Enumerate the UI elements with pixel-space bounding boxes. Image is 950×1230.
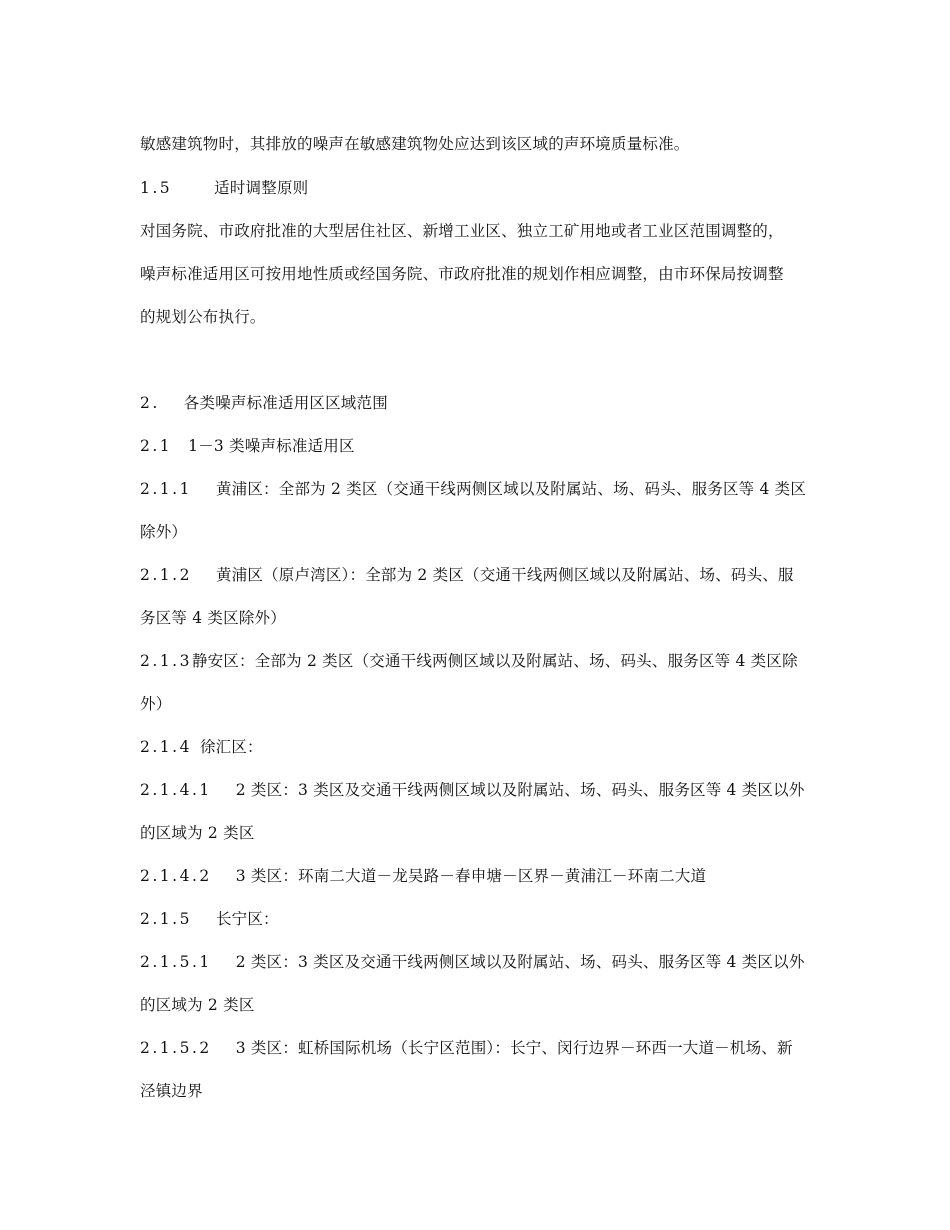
section-number: 2.1 [140, 437, 173, 455]
clause-title: 徐汇区： [199, 738, 263, 756]
clause-number: 2.1.5.2 [140, 1039, 212, 1057]
paragraph-line: 对国务院、市政府批准的大型居住社区、新增工业区、独立工矿用地或者工业区范围调整的， [140, 222, 784, 240]
clause-text: 3 类区：虹桥国际机场（长宁区范围）：长宁、闵行边界－环西一大道－机场、新 [235, 1039, 793, 1057]
clause-continuation: 的区域为 2 类区 [140, 824, 255, 842]
clause-2-1-4-1 [140, 780, 820, 800]
clause-number: 2.1.4.1 [140, 781, 212, 799]
clause-number: 2.1.5 [140, 910, 192, 928]
clause-number: 2.1.2 [140, 566, 192, 584]
section-number: 2. [140, 394, 160, 412]
section-title: 1－3 类噪声标准适用区 [188, 437, 355, 455]
section-number: 1.5 [140, 179, 173, 197]
clause-text: 静安区：全部为 2 类区（交通干线两侧区域以及附属站、场、码头、服务区等 4 类区除 [191, 652, 798, 670]
section-title: 适时调整原则 [214, 179, 309, 197]
clause-continuation: 除外） [140, 523, 188, 541]
clause-2-1-3 [140, 651, 820, 671]
clause-2-1-2 [140, 565, 820, 585]
clause-2-1-5 [140, 909, 820, 929]
clause-continuation: 外） [140, 695, 172, 713]
clause-number: 2.1.3 [140, 652, 192, 670]
clause-number: 2.1.1 [140, 480, 192, 498]
clause-2-1-5-1 [140, 952, 820, 972]
clause-text: 2 类区：3 类区及交通干线两侧区域以及附属站、场、码头、服务区等 4 类区以外 [235, 781, 805, 799]
clause-text: 2 类区：3 类区及交通干线两侧区域以及附属站、场、码头、服务区等 4 类区以外 [235, 953, 805, 971]
paragraph-line: 的规划公布执行。 [140, 308, 266, 326]
clause-continuation: 泾镇边界 [140, 1082, 203, 1100]
clause-2-1-1 [140, 479, 820, 499]
clause-2-1-4-2 [140, 866, 820, 886]
clause-title: 长宁区： [215, 910, 279, 928]
section-heading-1-5 [140, 178, 820, 198]
section-heading-2-1 [140, 436, 820, 456]
section-heading-2 [140, 393, 820, 413]
paragraph-line: 敏感建筑物时，其排放的噪声在敏感建筑物处应达到该区域的声环境质量标准。 [140, 135, 690, 153]
clause-continuation: 务区等 4 类区除外） [140, 609, 286, 627]
clause-text: 黄浦区（原卢湾区）：全部为 2 类区（交通干线两侧区域以及附属站、场、码头、服 [215, 566, 794, 584]
section-title: 各类噪声标准适用区区域范围 [183, 394, 388, 412]
clause-continuation: 的区域为 2 类区 [140, 996, 255, 1014]
clause-2-1-4 [140, 737, 820, 757]
paragraph-line: 噪声标准适用区可按用地性质或经国务院、市政府批准的规划作相应调整，由市环保局按调整 [140, 265, 784, 283]
clause-number: 2.1.4.2 [140, 867, 212, 885]
clause-text: 黄浦区：全部为 2 类区（交通干线两侧区域以及附属站、场、码头、服务区等 4 类区 [215, 480, 807, 498]
clause-text: 3 类区：环南二大道－龙吴路－春申塘－区界－黄浦江－环南二大道 [235, 867, 707, 885]
clause-number: 2.1.4 [140, 738, 192, 756]
clause-2-1-5-2 [140, 1038, 820, 1058]
clause-number: 2.1.5.1 [140, 953, 212, 971]
